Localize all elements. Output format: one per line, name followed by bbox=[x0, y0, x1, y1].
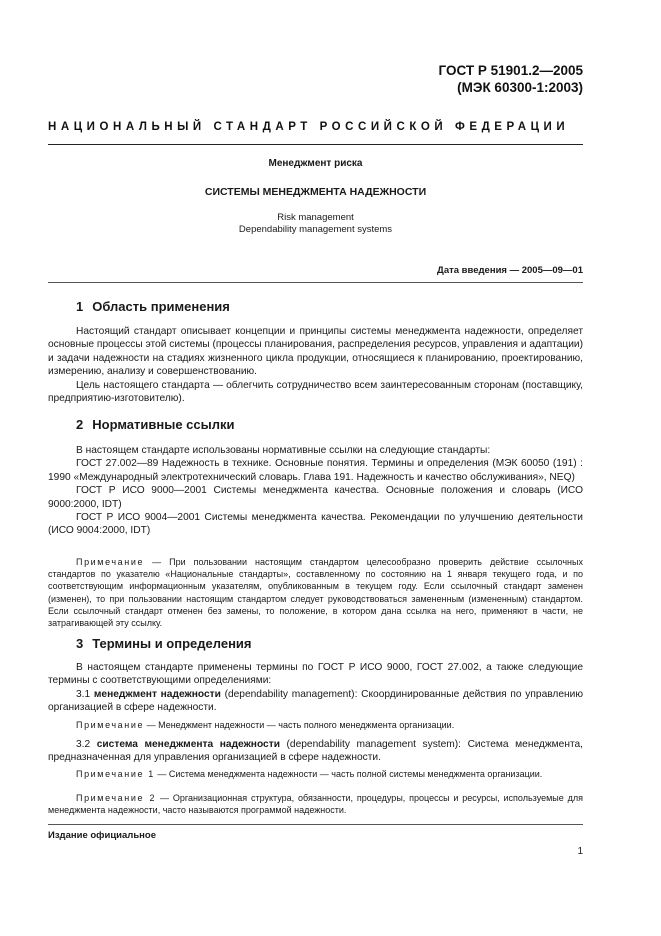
reference-gost-27002: ГОСТ 27.002—89 Надежность в технике. Основные понятия. Термины и определения (МЭК 60050 (191) : 1990 «Международный электротехнический словарь. Глава 191. Надежность и качество обслуживания», NEQ) bbox=[48, 458, 583, 483]
page-number: 1 bbox=[577, 846, 583, 857]
standard-designation bbox=[439, 62, 583, 96]
section-title: Термины и определения bbox=[92, 636, 252, 651]
section-1-heading bbox=[76, 299, 230, 314]
reference-iso-9004: ГОСТ Р ИСО 9004—2001 Системы менеджмента качества. Рекомендации по улучшению деятельности (ИСО 9004:2000, IDT) bbox=[48, 512, 583, 537]
section-number: 1 bbox=[76, 299, 84, 314]
date-divider bbox=[48, 282, 583, 283]
section-1-body bbox=[48, 325, 583, 405]
section-2-body bbox=[48, 444, 583, 538]
standard-code: ГОСТ Р 51901.2—2005 bbox=[438, 63, 583, 78]
paragraph: Настоящий стандарт описывает концепции и принципы системы менеджмента надежности, определяет основные процессы этой системы (процессы планирования, распределения ресурсов, управления и адаптации) и задачи надежности на стадиях жизненного цикла продукции, относящиеся к планированию, проектированию, измерению, анализу и совершенствованию. bbox=[48, 326, 583, 378]
term-name: система менеджмента надежности bbox=[96, 739, 280, 750]
document-title: СИСТЕМЫ МЕНЕДЖМЕНТА НАДЕЖНОСТИ bbox=[204, 186, 427, 198]
term-number: 3.1 bbox=[76, 689, 91, 700]
section-2-note bbox=[48, 556, 583, 629]
paragraph: Цель настоящего стандарта — облегчить сотрудничество всем заинтересованным сторонам (поставщику, предприятию-изготовителю). bbox=[48, 379, 583, 405]
header-divider bbox=[48, 144, 583, 145]
term-definition: (dependability management system): Система менеджмента, предназначенная для управления организацией в сфере надежности. bbox=[48, 739, 583, 764]
note-label: Примечание bbox=[76, 720, 145, 730]
official-edition-label: Издание официальное bbox=[48, 830, 156, 841]
document-subtitle: Менеджмент риска bbox=[268, 158, 363, 169]
term-number: 3.2 bbox=[76, 739, 91, 750]
note-text: — Менеджмент надежности — часть полного менеджмента организации. bbox=[144, 720, 455, 730]
section-2-heading bbox=[76, 417, 234, 432]
term-3-2-note-1 bbox=[48, 768, 583, 780]
note-text: — Организационная структура, обязанности, процедуры, процессы и ресурсы, используемые для менеджмента надежности, часто называются программой надежности. bbox=[48, 793, 583, 816]
section-number: 3 bbox=[76, 636, 84, 651]
term-3-2 bbox=[48, 738, 583, 765]
iec-code: (МЭК 60300-1:2003) bbox=[457, 80, 583, 95]
english-title-2: Dependability management systems bbox=[238, 224, 393, 235]
term-definition: (dependability management): Скоординированные действия по управлению организацией в сфере надежности. bbox=[48, 689, 583, 714]
national-standard-banner: НАЦИОНАЛЬНЫЙ СТАНДАРТ РОССИЙСКОЙ ФЕДЕРАЦИИ bbox=[48, 121, 570, 133]
note-text: — Система менеджмента надежности — часть полной системы менеджмента организации. bbox=[154, 769, 543, 779]
footer-divider bbox=[48, 824, 583, 825]
note-text: — При пользовании настоящим стандартом целесообразно проверить действие ссылочных стандартов по указателю «Национальные стандарты», составленному по состоянию на 1 января текущего года, и по соответствующим информационным указателям, опубликованным в текущем году. Если ссылочный стандарт заменен (изменен), то при пользовании настоящим стандартом следует руководствоваться замененным (измененным) стандартом. Если ссылочный стандарт отменен без замены, то положение, в котором дана ссылка на него, применяют в части, не затрагивающей эту ссылку. bbox=[48, 557, 583, 629]
paragraph: В настоящем стандарте использованы нормативные ссылки на следующие стандарты: bbox=[76, 445, 491, 456]
note-label: Примечание 1 bbox=[76, 769, 155, 779]
term-name: менеджмент надежности bbox=[93, 689, 221, 700]
english-title-1: Risk management bbox=[277, 212, 354, 223]
section-title: Нормативные ссылки bbox=[92, 417, 235, 432]
note-label: Примечание 2 bbox=[76, 793, 157, 803]
introduction-date: Дата введения — 2005—09—01 bbox=[437, 265, 583, 276]
note-label: Примечание bbox=[76, 557, 145, 567]
section-number: 2 bbox=[76, 417, 84, 432]
section-3-intro bbox=[48, 661, 583, 688]
reference-iso-9000: ГОСТ Р ИСО 9000—2001 Системы менеджмента качества. Основные положения и словарь (ИСО 9000:2000, IDT) bbox=[48, 485, 583, 510]
term-3-1 bbox=[48, 688, 583, 715]
section-3-heading bbox=[76, 636, 252, 651]
term-3-2-note-2 bbox=[48, 792, 583, 816]
term-3-1-note bbox=[48, 719, 583, 731]
paragraph: В настоящем стандарте применены термины по ГОСТ Р ИСО 9000, ГОСТ 27.002, а также следующие термины с соответствующими определениями: bbox=[48, 662, 583, 687]
section-title: Область применения bbox=[92, 299, 230, 314]
